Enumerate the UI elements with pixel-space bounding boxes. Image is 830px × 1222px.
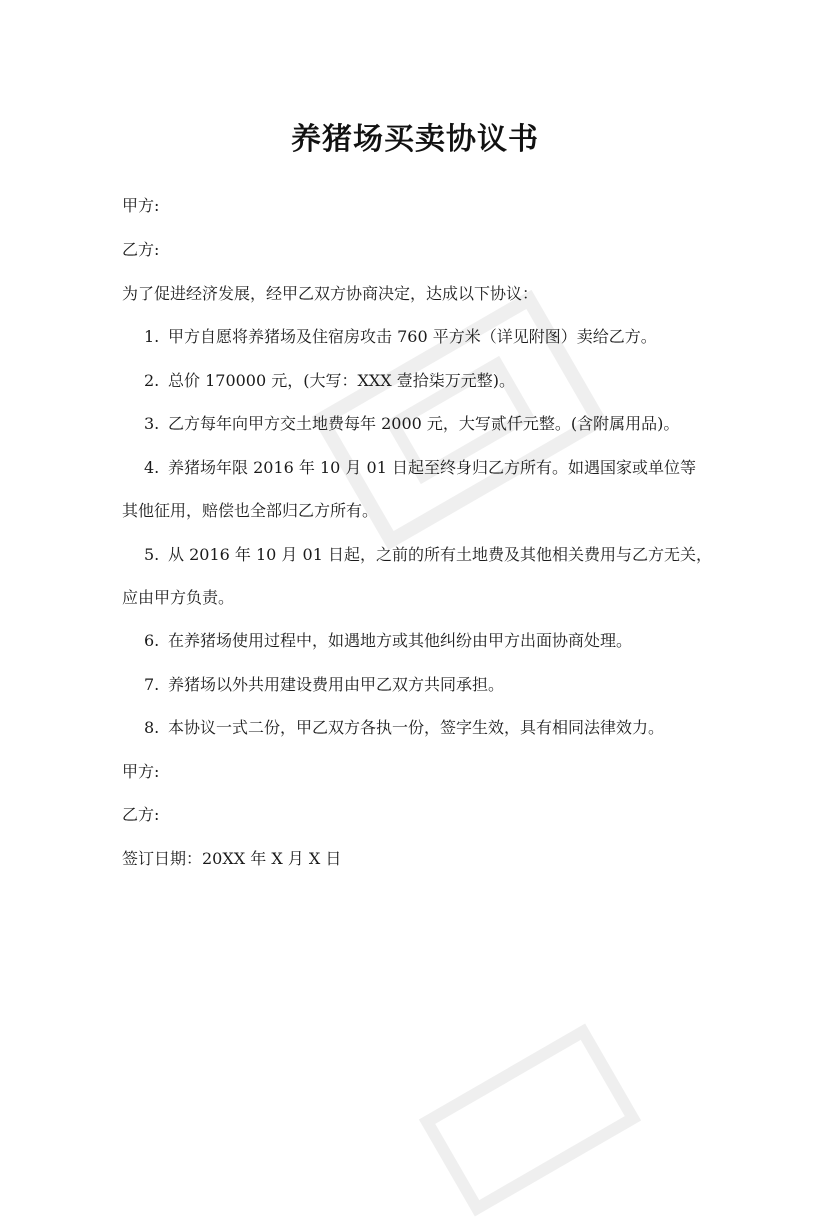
party-b-label: 乙方: [122, 240, 160, 259]
clause-number: 1. [144, 327, 160, 346]
clause-5-continuation: 应由甲方负责。 [122, 588, 235, 607]
clause-text: 养猪场年限 2016 年 10 月 01 日起至终身归乙方所有。如遇国家或单位等 [168, 458, 696, 477]
signature-party-a: 甲方: [122, 762, 160, 781]
clause-number: 6. [144, 631, 160, 650]
clause-7 [144, 675, 504, 695]
clause-text: 在养猪场使用过程中，如遇地方或其他纠纷由甲方出面协商处理。 [168, 631, 633, 650]
clause-8 [144, 718, 664, 738]
clause-6 [144, 631, 632, 651]
clause-text: 乙方每年向甲方交土地费每年 2000 元，大写贰仟元整。(含附属用品)。 [168, 414, 680, 433]
clause-2 [144, 371, 515, 391]
clause-text: 从 2016 年 10 月 01 日起，之前的所有土地费及其他相关费用与乙方无关， [168, 545, 712, 564]
party-a-label: 甲方: [122, 196, 160, 215]
watermark-icon [413, 1018, 646, 1222]
signature-party-b: 乙方: [122, 805, 160, 824]
signing-date: 签订日期：20XX 年 X 月 X 日 [122, 849, 342, 868]
clause-number: 4. [144, 458, 160, 477]
clause-number: 8. [144, 718, 160, 737]
clause-text: 总价 170000 元，(大写：XXX 壹拾柒万元整)。 [168, 371, 515, 390]
intro-paragraph: 为了促进经济发展，经甲乙双方协商决定，达成以下协议： [122, 284, 539, 303]
clause-3 [144, 414, 679, 434]
clause-4-continuation: 其他征用，赔偿也全部归乙方所有。 [122, 501, 379, 520]
clause-number: 7. [144, 675, 160, 694]
clause-number: 3. [144, 414, 160, 433]
clause-text: 甲方自愿将养猪场及住宿房攻击 760 平方米（详见附图）卖给乙方。 [168, 327, 657, 346]
clause-text: 养猪场以外共用建设费用由甲乙双方共同承担。 [168, 675, 505, 694]
clause-number: 2. [144, 371, 160, 390]
document-title: 养猪场买卖协议书 [291, 122, 539, 157]
clause-1 [144, 327, 657, 347]
clause-text: 本协议一式二份，甲乙双方各执一份，签字生效，具有相同法律效力。 [168, 718, 665, 737]
clause-4 [144, 458, 696, 478]
clause-number: 5. [144, 545, 160, 564]
clause-5 [144, 545, 712, 565]
